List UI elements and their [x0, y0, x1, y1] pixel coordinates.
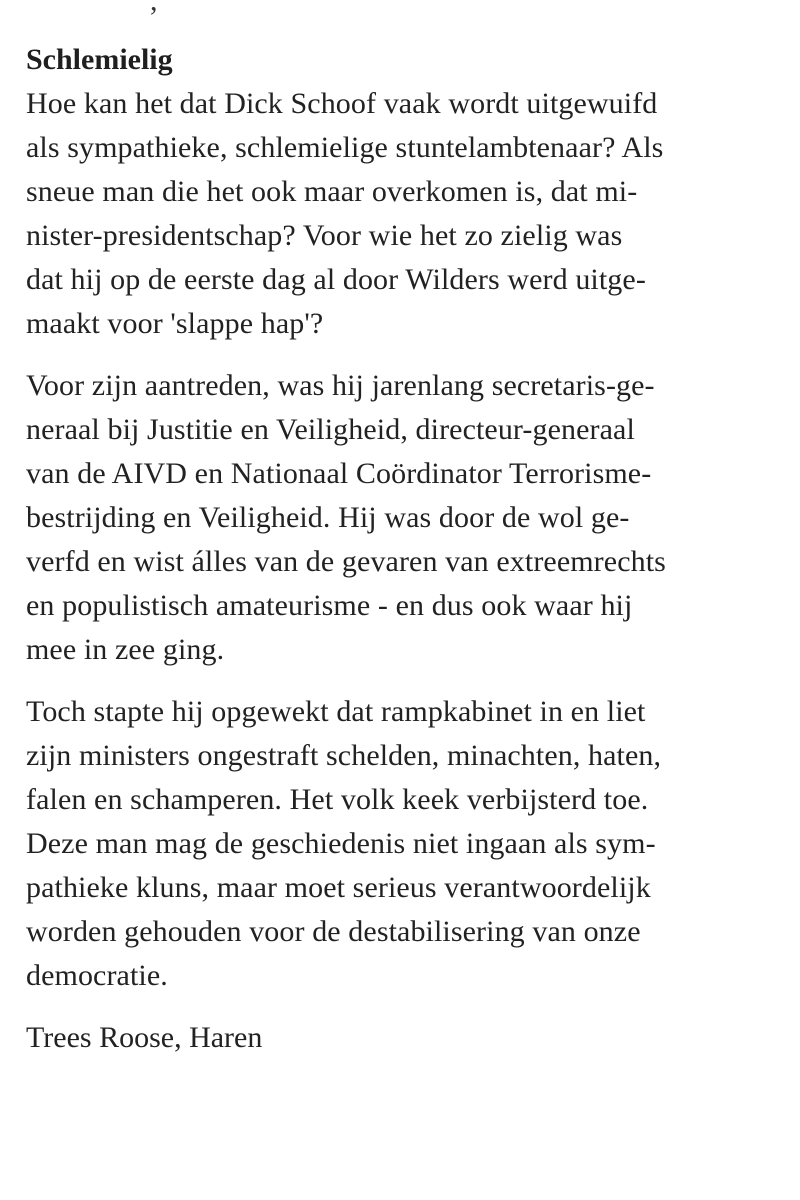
paragraph-1: Hoe kan het dat Dick Schoof vaak wordt uitgewuifd als sympathieke, schlemielige stuntelambtenaar? Als sneue man die het ook maar overkomen is, dat mi- nister-presidentschap? Voor wie het zo zielig was dat hij op de eerste dag al door Wilders werd uitge- maakt voor 'slappe hap'? — [26, 87, 664, 340]
letter-heading: Schlemielig — [26, 43, 173, 76]
paragraph-3: Toch stapte hij opgewekt dat rampkabinet in en liet zijn ministers ongestraft schelden, minachten, haten, falen en schamperen. Het volk keek verbijsterd toe. Deze man mag de geschiedenis niet ingaan als sym- pathieke kluns, maar moet serieus verantwoordelijk worden gehouden voor de destabilisering van onze democratie. — [26, 695, 662, 992]
previous-text-fragment: , — [150, 0, 158, 17]
letter-article — [26, 38, 786, 1060]
letter-signature: Trees Roose, Haren — [26, 1021, 263, 1054]
paragraph-2: Voor zijn aantreden, was hij jarenlang secretaris-ge- neraal bij Justitie en Veiligheid, directeur-generaal van de AIVD en Nationaal Coördinator Terrorisme- bestrijding en Veiligheid. Hij was door de wol ge- verfd en wist álles van de gevaren van extreemrechts en populistisch amateurisme - en dus ook waar hij mee in zee ging. — [26, 369, 666, 666]
